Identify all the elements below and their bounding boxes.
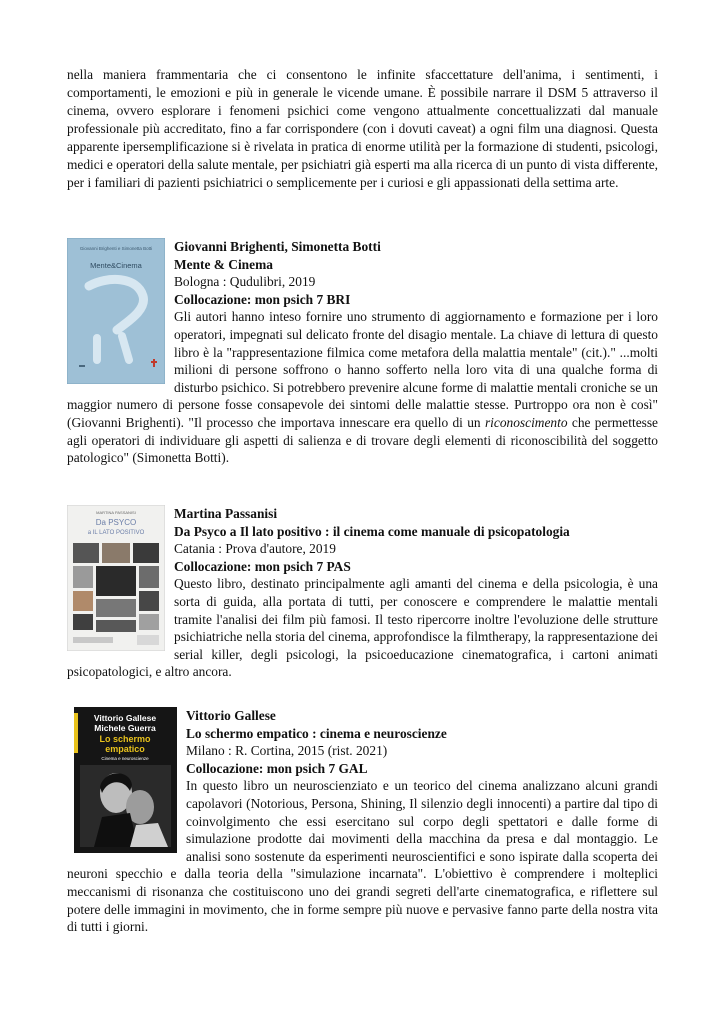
cover-3-title-1: Lo schermo	[99, 734, 151, 744]
cover-2-title-1: Da PSYCO	[95, 518, 137, 527]
book-entry-1	[67, 238, 658, 467]
book-2-collocation: Collocazione: mon psich 7 PAS	[174, 558, 351, 574]
book-1-collocation: Collocazione: mon psich 7 BRI	[174, 291, 351, 307]
book-1-desc-emphasis: riconoscimento	[484, 414, 568, 430]
cover-3-title-2: empatico	[105, 744, 145, 754]
book-3-collocation: Collocazione: mon psich 7 GAL	[186, 760, 368, 776]
book-cover-mente-cinema	[67, 238, 165, 384]
book-3-publisher: Milano : R. Cortina, 2015 (rist. 2021)	[186, 743, 388, 759]
cover-1-title: Mente&Cinema	[90, 261, 142, 270]
book-1-description: Gli autori hanno inteso fornire uno strumento di aggiornamento e formazione per i loro operatori, impegnati sul delicato fronte del disagio mentale. La chiave di lettura di questo libro è la "rappresentazione filmica come metafora della malattia mentale" (cit.)." ...molti milioni di persone soffrono o hanno sofferto nella loro vita di una qualche forma di disturbo psichico. Si potrebbero prevenire alcune forme di malattie mentali croniche se un maggior numero di persone fosse consapevole dei sintomi delle malattie stesse. Purtroppo ora non è così" (Giovanni Brighenti). "Il processo che importava innescare era quello di un riconoscimento che permettesse agli operatori di individuare gli aspetti di salienza e di trovare degli elementi di riconoscibilità del soggetto patologico" (Simonetta Botti).	[67, 309, 658, 466]
cover-3-film-still	[80, 765, 171, 847]
book-2-title: Da Psyco a Il lato positivo : il cinema come manuale di psicopatologia	[174, 523, 570, 539]
book-entry-3	[67, 707, 658, 936]
cover-2-author: MARTINA PASSANISI	[96, 510, 136, 515]
cover-3-author-1: Vittorio Gallese	[93, 713, 157, 723]
cover-2-title-2: a IL LATO POSITIVO	[87, 530, 145, 536]
book-entry-2	[67, 505, 658, 681]
book-3-title: Lo schermo empatico : cinema e neuroscienze	[186, 725, 447, 741]
cover-3-subtitle: Cinema e neuroscienze	[101, 756, 149, 761]
book-1-publisher: Bologna : Qudulibri, 2019	[174, 274, 316, 290]
book-2-description: Questo libro, destinato principalmente agli amanti del cinema e della psicologia, è una sorta di guida, alla portata di tutti, per conoscere e comprendere le malattie mentali tramite l'analisi dei film più famosi. Il testo ripercorre inoltre l'evoluzione delle strutture psichiatriche nella storia del cinema, approfondisce la filmtherapy, la rappresentazione dei serial killer, degli psicologi, la psicoeducazione cinematografica, i cartoni animati psicopatologici, e altro ancora.	[67, 576, 658, 680]
cover-3-author-2: Michele Guerra	[94, 723, 156, 733]
intro-paragraph: nella maniera frammentaria che ci consentono le infinite sfaccettature dell'anima, i sentimenti, i comportamenti, le emozioni e più in generale le vicende umane. È possibile narrare il DSM 5 attraverso il cinema, ovvero esplorare i fenomeni psichici come vengono attualmente concettualizzati dal manuale professionale più accreditato, fino a far corrispondere (con i dovuti caveat) a ogni film una diagnosi. Questa apparente ipersemplificazione si è rivelata in pratica di enorme utilità per la formazione di studenti, psicologi, medici e operatori della salute mentale, per psichiatri già esperti ma alla ricerca di un punto di vista differente, per i familiari di pazienti psichiatrici o semplicemente per i curiosi e gli appassionati della settima arte.	[67, 67, 658, 190]
book-cover-da-psyco	[67, 505, 165, 651]
book-1-title: Mente & Cinema	[174, 256, 273, 272]
book-3-author: Vittorio Gallese	[186, 708, 276, 723]
book-3-description: In questo libro un neuroscienziato e un teorico del cinema analizzano alcuni grandi capolavori (Notorious, Persona, Shining, Il silenzio degli innocenti) a partire dal tipo di coinvolgimento che essi esercitano sul corpo degli spettatori e dalle forme di simulazione prodotte dai movimenti della macchina da presa e dal montaggio. Le analisi sono sostenute da esperimenti neuroscientifici e sono ispirate dalla scoperta dei neuroni specchio e dalla teoria della "simulazione incarnata". L'obiettivo è comprendere i molteplici meccanismi di risonanza che costituiscono uno dei grandi segreti dell'arte cinematografica, e riflettere sul potere delle immagini in movimento, che in forme sempre più nuove e pervasive fanno parte della nostra vita di tutti i giorni.	[67, 778, 658, 935]
book-cover-lo-schermo-empatico	[74, 707, 177, 853]
book-1-author: Giovanni Brighenti, Simonetta Botti	[174, 239, 381, 254]
cover-1-authors: Giovanni Brighenti e Simonetta Botti	[79, 246, 153, 251]
book-2-author: Martina Passanisi	[174, 506, 278, 521]
book-2-publisher: Catania : Prova d'autore, 2019	[174, 541, 336, 557]
